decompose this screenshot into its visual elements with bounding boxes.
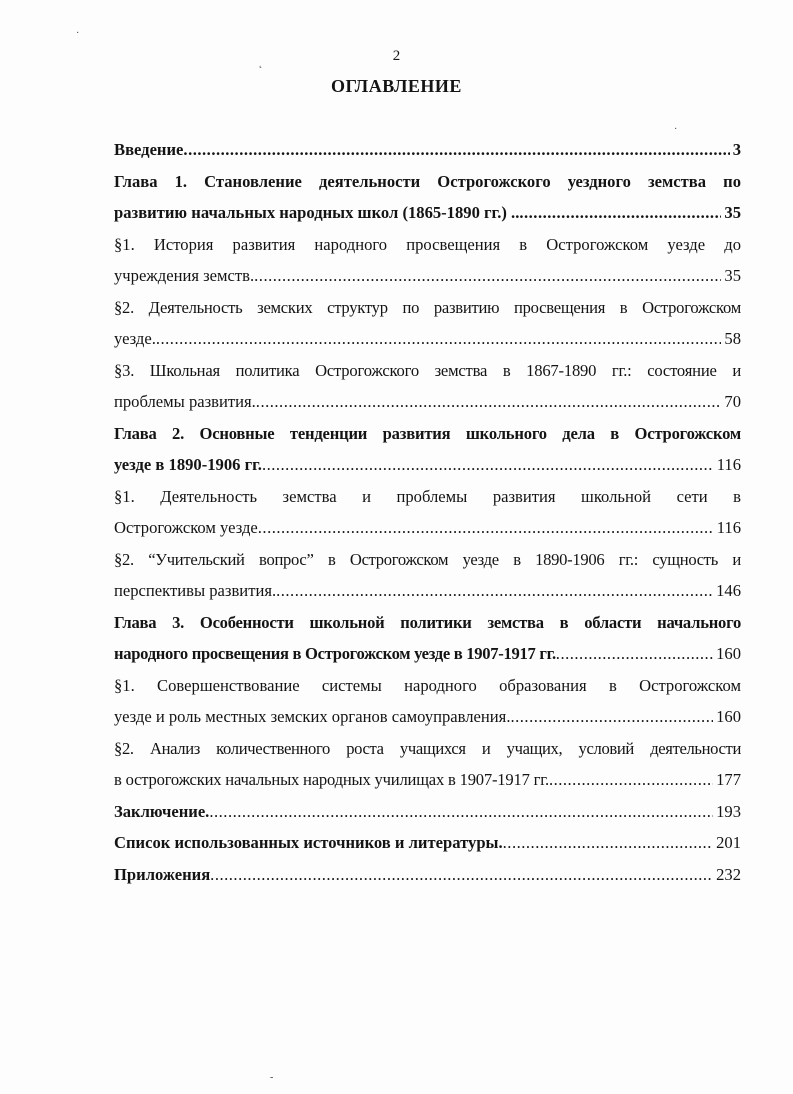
toc-entry-ch1-section-3[interactable]: §3. Школьная политика Острогожского земства в 1867-1890 гг.: состояние и: [114, 360, 741, 380]
toc-entry-label: Введение: [114, 140, 184, 159]
toc-entry-label: уезде и роль местных земских органов самоуправления.: [114, 707, 511, 726]
toc-entry-ch2-section-1-cont[interactable]: [114, 512, 741, 544]
toc-entry-page: 35: [724, 266, 741, 285]
toc-entry-chapter-3-cont[interactable]: [114, 638, 741, 670]
toc-entry-appendix[interactable]: [114, 859, 741, 891]
toc-entry-ch3-section-2-cont[interactable]: [114, 764, 741, 796]
toc-entry-label: уезде.: [114, 329, 156, 348]
dot-leader: [210, 859, 713, 891]
toc-entry-ch1-section-2-cont[interactable]: [114, 323, 741, 355]
toc-entry-label: народного просвещения в Острогожском уезде в 1907-1917 гг.: [114, 644, 556, 663]
toc-entry-label: уезде в 1890-1906 гг.: [114, 455, 262, 474]
toc-entry-ch3-section-1[interactable]: §1. Совершенствование системы народного образования в Острогожском: [114, 675, 741, 695]
toc-entry-page: 146: [716, 581, 741, 600]
toc-entry-label: учреждения земств.: [114, 266, 255, 285]
toc-entry-chapter-2[interactable]: Глава 2. Основные тенденции развития школьного дела в Острогожском: [114, 423, 741, 443]
toc-entry-intro[interactable]: [114, 134, 741, 166]
toc-entry-ch3-section-2[interactable]: §2. Анализ количественного роста учащихся и учащих, условий деятельности: [114, 738, 741, 758]
dot-leader: [183, 134, 729, 166]
dot-leader: [556, 638, 713, 670]
toc-entry-page: 70: [724, 392, 741, 411]
toc-entry-page: 116: [716, 518, 741, 537]
toc-entry-label: проблемы развития.: [114, 392, 256, 411]
toc-entry-chapter-3[interactable]: Глава 3. Особенности школьной политики земства в области начального: [114, 612, 741, 632]
toc-entry-page: 160: [716, 707, 741, 726]
table-of-contents: [114, 134, 741, 890]
toc-entry-label: развитию начальных народных школ (1865-1890 гг.) ..: [114, 203, 520, 222]
toc-entry-label: Список использованных источников и литературы.: [114, 833, 503, 852]
scan-speck: ·: [674, 124, 678, 135]
toc-entry-ch1-section-2[interactable]: §2. Деятельность земских структур по развитию просвещения в Острогожском: [114, 297, 741, 317]
toc-entry-chapter-1[interactable]: Глава 1. Становление деятельности Острогожского уездного земства по: [114, 171, 741, 191]
scan-speck: ·: [76, 28, 80, 39]
toc-entry-label: в острогожских начальных народных училищах в 1907-1917 гг.: [114, 770, 549, 789]
dot-leader: [549, 764, 713, 796]
toc-entry-ch1-section-1-cont[interactable]: [114, 260, 741, 292]
dot-leader: [262, 449, 714, 481]
dot-leader: [276, 575, 713, 607]
toc-entry-ch1-section-3-cont[interactable]: [114, 386, 741, 418]
dot-leader: [519, 197, 721, 229]
toc-entry-chapter-1-cont[interactable]: [114, 197, 741, 229]
dot-leader: [503, 827, 713, 859]
toc-entry-label: Заключение.: [114, 801, 210, 821]
dot-leader: [510, 701, 713, 733]
toc-entry-page: 193: [716, 801, 741, 821]
dot-leader: [209, 796, 713, 828]
toc-entry-ch2-section-2[interactable]: §2. “Учительский вопрос” в Острогожском уезде в 1890-1906 гг.: сущность и: [114, 549, 741, 569]
toc-entry-page: 58: [724, 329, 741, 348]
dot-leader: [258, 512, 714, 544]
dot-leader: [256, 386, 722, 418]
scan-speck: -: [270, 1072, 274, 1083]
scan-speck: ˛: [259, 58, 263, 69]
dot-leader: [254, 260, 721, 292]
toc-entry-ch2-section-2-cont[interactable]: [114, 575, 741, 607]
toc-entry-sources[interactable]: [114, 827, 741, 859]
toc-entry-label: Острогожском уезде: [114, 518, 258, 537]
toc-entry-ch3-section-1-cont[interactable]: [114, 701, 741, 733]
toc-entry-page: 160: [716, 644, 741, 663]
toc-entry-ch1-section-1[interactable]: §1. История развития народного просвещения в Острогожском уезде до: [114, 234, 741, 254]
page-title: ОГЛАВЛЕНИЕ: [331, 76, 462, 96]
toc-entry-page: 201: [716, 833, 741, 852]
page-number: 2: [392, 48, 401, 64]
toc-entry-label: перспективы развития.: [114, 581, 277, 600]
toc-entry-page: 177: [716, 770, 741, 789]
toc-entry-page: 35: [724, 203, 741, 222]
toc-entry-conclusion[interactable]: [114, 796, 741, 828]
toc-entry-page: 232: [716, 864, 741, 884]
toc-entry-chapter-2-cont[interactable]: [114, 449, 741, 481]
toc-entry-page: 116: [716, 455, 741, 474]
toc-entry-page: 3: [732, 140, 741, 159]
toc-entry-ch2-section-1[interactable]: §1. Деятельность земства и проблемы развития школьной сети в: [114, 486, 741, 506]
dot-leader: [156, 323, 722, 355]
toc-entry-label: Приложения: [114, 864, 211, 884]
